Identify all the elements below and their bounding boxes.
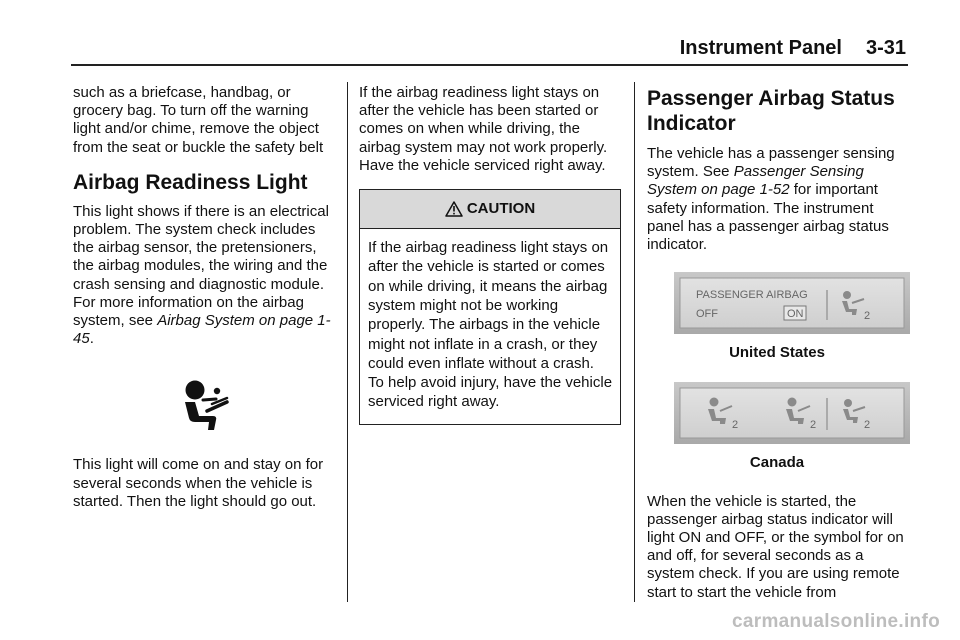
column-divider [634,82,635,602]
caution-title: CAUTION [466,199,536,217]
column-1 [73,84,339,511]
column-divider [347,82,348,602]
body-paragraph: This light will come on and stay on for several seconds when the vehicle is started. Then the light should go out. [73,456,324,510]
section-heading: Airbag Readiness Light [73,170,308,194]
body-paragraph: If the airbag readiness light stays on after the vehicle has been started or comes on when while driving, the airbag system may not work properly. Have the vehicle serviced right away. [359,84,608,174]
us-panel-off: OFF [696,308,718,321]
column-2 [359,84,621,425]
canada-sub-3: 2 [864,419,871,432]
us-panel-on: ON [787,308,804,321]
body-paragraph: The vehicle has a passenger sensing system. See Passenger Sensing System on page 1-52 for important safety information. The instrument panel has a passenger airbag status indicator. [647,145,895,254]
canada-sub-2: 2 [810,419,817,432]
warning-triangle-icon [445,201,463,217]
body-paragraph: This light shows if there is an electrical problem. The system check includes the airbag sensor, the pretensioners, the airbag modules, the wiring and the crash sensing and diagnostic module. For more information on the airbag system, see Airbag System on page 1-45. [73,202,331,348]
page-number: 3-31 [865,37,906,59]
body-paragraph: When the vehicle is started, the passenger airbag status indicator will light ON and OFF, or the symbol for on and off, for several seconds as a system check. If you are using remote start to start the vehicle from [647,492,904,601]
column-3 [647,84,910,602]
us-status-indicator-image [674,272,910,334]
canada-status-indicator-image [674,382,910,444]
us-panel-label: PASSENGER AIRBAG [696,289,808,302]
section-title: Instrument Panel [679,37,842,59]
airbag-readiness-icon [179,378,235,434]
header-rule [71,64,908,66]
watermark: carmanualsonline.info [732,611,940,632]
figure-caption: United States [729,344,825,362]
cross-reference-link[interactable]: Passenger Sensing System on page 1-52 [647,163,864,199]
caution-header [360,190,620,229]
section-heading: Passenger Airbag Status Indicator [647,87,895,135]
caution-text: If the airbag readiness light stays on after the vehicle is started or comes on while driving, it means the airbag system might not be working properly. The airbags in the vehicle might not inflate in a crash, or they could even inflate without a crash. To help avoid injury, have the vehicle serviced right away. [368,239,613,411]
figure-caption: Canada [749,454,805,472]
canada-sub-1: 2 [732,419,739,432]
intro-paragraph: such as a briefcase, handbag, or grocery bag. To turn off the warning light and/or chime, remove the object from the seat or buckle the safety belt [73,84,324,156]
page-header [680,37,906,60]
cross-reference-link[interactable]: Airbag System on page 1-45 [73,312,331,348]
caution-box [359,189,621,425]
us-panel-sub: 2 [864,310,871,323]
